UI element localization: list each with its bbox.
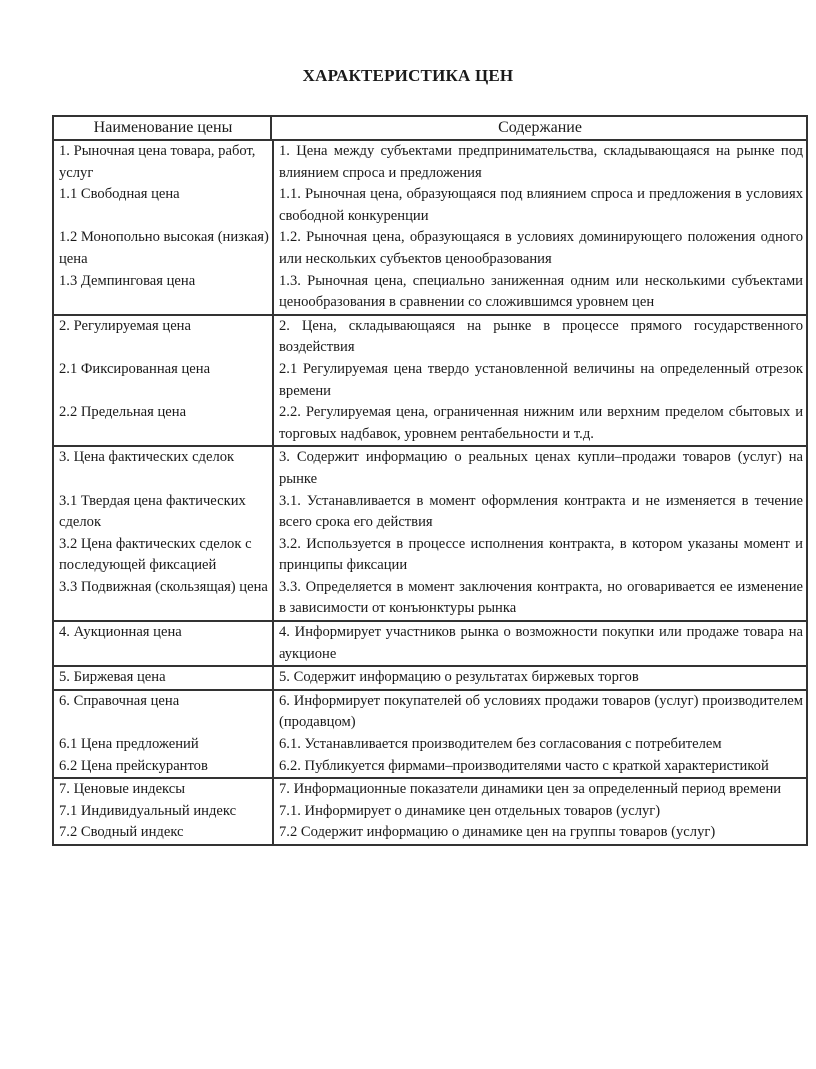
table-header-row [53,116,807,140]
price-content: 6. Информирует покупателей об условиях продажи товаров (услуг) производителем (продавцом) [272,691,806,734]
price-content: 1.1. Рыночная цена, образующаяся под влиянием спроса и предложения в условиях свободной конкуренции [272,184,806,227]
row-cell [53,315,807,447]
price-content: 7. Информационные показатели динамики цен за определенный период времени [272,779,806,801]
row-cell [53,621,807,666]
price-content: 5. Содержит информацию о результатах биржевых торгов [272,667,806,689]
price-content: 6.1. Устанавливается производителем без согласования с потребителем [272,734,806,756]
price-content: 7.1. Информирует о динамике цен отдельных товаров (услуг) [272,801,806,823]
table-row [53,690,807,778]
price-name: 3.2 Цена фактических сделок с последующей фиксацией [59,535,252,574]
price-content: 3.3. Определяется в момент заключения контракта, но оговаривается ее изменение в зависимости от конъюнктуры рынка [272,577,806,620]
price-content: 3.1. Устанавливается в момент оформления контракта и не изменяется в течение всего срока его действия [272,491,806,534]
table-row [53,315,807,447]
price-name: 2. Регулируемая цена [59,317,191,334]
row-cell [53,690,807,778]
price-name: 5. Биржевая цена [59,669,166,686]
document-title: ХАРАКТЕРИСТИКА ЦЕН [302,66,514,85]
price-content: 1.2. Рыночная цена, образующаяся в условиях доминирующего положения одного или нескольких субъектов ценообразования [272,227,806,270]
table-row [53,666,807,690]
price-content: 3.2. Используется в процессе исполнения контракта, в котором указаны момент и принципы фиксации [272,534,806,577]
price-content: 4. Информирует участников рынка о возможности покупки или продаже товара на аукционе [272,622,806,665]
price-content: 1. Цена между субъектами предпринимательства, складывающаяся на рынке под влиянием спроса и предложения [272,141,806,184]
price-content: 2. Цена, складывающаяся на рынке в процессе прямого государственного воздействия [272,316,806,359]
price-content: 2.1 Регулируемая цена твердо установленной величины на определенный отрезок времени [272,359,806,402]
price-name: 1. Рыночная цена товара, работ, услуг [59,143,256,181]
price-content: 7.2 Содержит информацию о динамике цен на группы товаров (услуг) [272,822,806,844]
price-name: 6.2 Цена прейскурантов [59,757,208,774]
table-body [53,140,807,845]
price-name: 6.1 Цена предложений [59,736,199,753]
price-name: 3. Цена фактических сделок [59,449,235,466]
price-characteristics-table [52,115,808,846]
table-row [53,446,807,621]
price-name: 7.2 Сводный индекс [59,824,184,841]
price-content: 1.3. Рыночная цена, специально заниженная одним или несколькими субъектами ценообразования в сравнении со сложившимся уровнем цен [272,271,806,314]
row-cell [53,446,807,621]
price-name: 3.1 Твердая цена фактических сделок [59,492,246,531]
table-row [53,621,807,666]
price-name: 2.1 Фиксированная цена [59,360,211,377]
price-name: 6. Справочная цена [59,692,180,709]
price-name: 7.1 Индивидуальный индекс [59,802,237,819]
header-content: Содержание [271,116,807,140]
price-name: 7. Ценовые индексы [59,781,186,798]
table-row [53,778,807,845]
table-row [53,140,807,315]
price-name: 4. Аукционная цена [59,624,182,641]
price-content: 6.2. Публикуется фирмами–производителями часто с краткой характеристикой [272,756,806,778]
price-name: 2.2 Предельная цена [59,404,187,421]
header-price-name: Наименование цены [53,116,271,140]
price-content: 3. Содержит информацию о реальных ценах купли–продажи товаров (услуг) на рынке [272,447,806,490]
price-name: 1.2 Монопольно высокая (низкая) цена [59,229,269,267]
price-name: 1.1 Свободная цена [59,186,180,203]
row-cell [53,140,807,315]
row-cell [53,666,807,690]
price-content: 2.2. Регулируемая цена, ограниченная нижним или верхним пределом сбытовых и торговых надбавок, уровнем рентабельности и т.д. [272,402,806,445]
price-name: 3.3 Подвижная (скользящая) цена [59,578,268,595]
row-cell [53,778,807,845]
price-name: 1.3 Демпинговая цена [59,272,196,289]
